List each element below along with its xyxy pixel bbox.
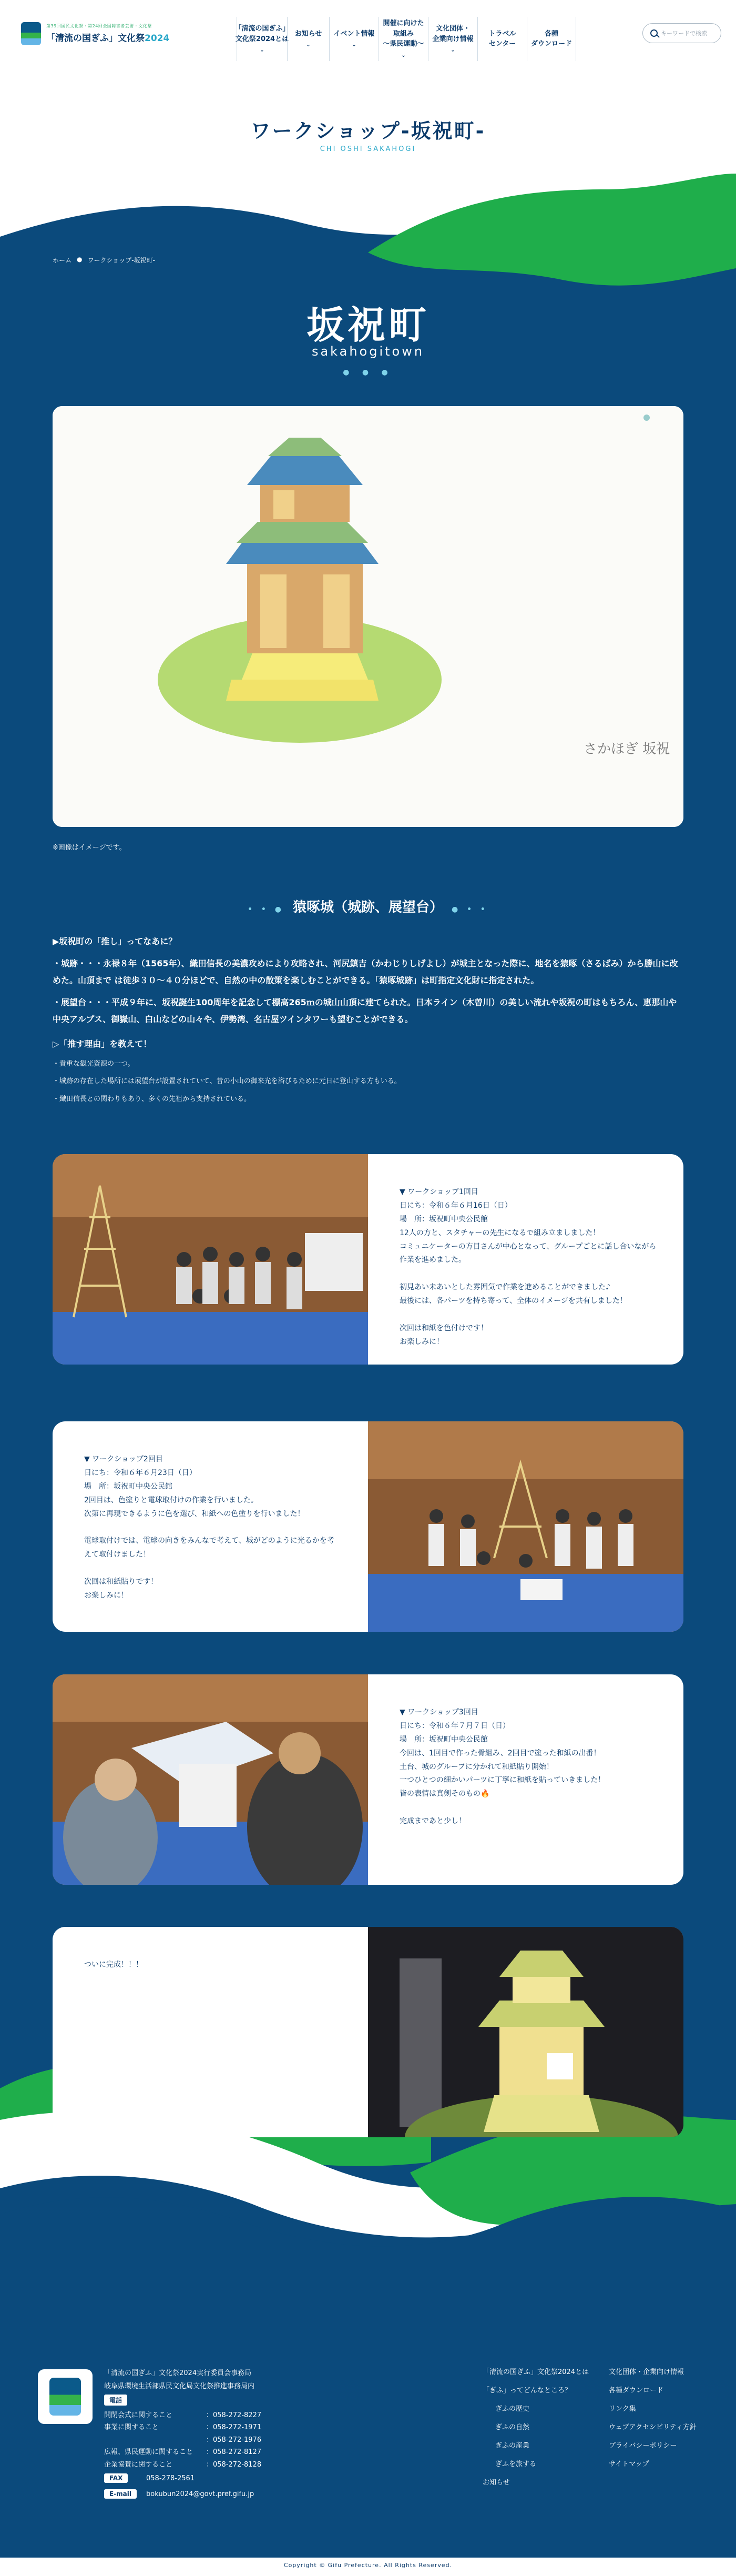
page-title: ワークショップ-坂祝町- bbox=[250, 119, 486, 143]
workshop-2-text: ▼ ワークショップ2回目 日にち：令和６年６月23日（日） 場 所：坂祝町中央公民館 2回目は、色塗りと電球取付けの作業を行いました。 次第に再現できるように色を選び、和紙への色塗りを行いました！ 電球取付けでは、電球の向きをみんなで考えて、城がどのように光るかを考 えて取付けました！ 次回は和紙貼りです！ お楽しみに！ bbox=[84, 1455, 334, 1600]
footer-link[interactable]: お知らせ bbox=[483, 2479, 510, 2487]
oshi-description bbox=[53, 933, 683, 1033]
castle-illustration bbox=[53, 406, 683, 827]
search-icon bbox=[650, 29, 658, 37]
workshop-card-4 bbox=[53, 1927, 683, 2137]
nav-item-downloads[interactable]: 各種 ダウンロード bbox=[527, 17, 576, 61]
footer-tel-categories: 開閉会式に関すること 事業に関すること 広報、県民運動に関すること 企業協賛に関すること bbox=[104, 2411, 193, 2469]
chevron-down-icon: ⌄ bbox=[260, 47, 264, 53]
nav-item-news[interactable]: お知らせ ⌄ bbox=[287, 17, 329, 61]
workshop-card-3 bbox=[53, 1674, 683, 1885]
footer-link[interactable]: 「清流の国ぎふ」文化祭2024とは bbox=[483, 2368, 589, 2376]
section-title: • • ● 猿啄城（城跡、展望台） ● • • bbox=[248, 900, 488, 915]
logo-mark-icon bbox=[49, 2378, 81, 2416]
workshop-1-text: ▼ ワークショップ1回目 日にち：令和６年６月16日（日） 場 所：坂祝町中央公民館 12人の方と、スタチャーの先生になるで組み立ましました！ コミュニケーターの方目さんが中心となって、グループごとに話し合いながら 作業を進めました。 初見あい未あいとした雰囲気で作業を進めることができました♪ 最後には、各パーツを持ち寄って、全体のイメージを共有しました！ 次回は和紙を色付けです！ お楽しみに！ bbox=[400, 1188, 657, 1346]
chevron-down-icon: ⌄ bbox=[352, 42, 356, 48]
oshi-paragraph-observatory: ・展望台・・・平成９年に、坂祝誕生100周年を記念して標高265ｍの城山山頂に建てられた。日本ライン（木曽川）の美しい流れや坂祝の町はもちろん、恵那山や中央アルプス、御嶽山、白山などの山々や、伊勢湾、名古屋ツインタワーも望むことができる。 bbox=[53, 997, 677, 1024]
footer-email-link[interactable]: bokubun2024@govt.pref.gifu.jp bbox=[146, 2490, 254, 2498]
footer-link[interactable]: ぎふを旅する bbox=[495, 2460, 537, 2468]
logo-mark-icon bbox=[21, 22, 41, 45]
completed-castle-photo bbox=[368, 1927, 683, 2137]
reason-item: ・城跡の存在した場所には展望台が設置されていて、昔の小山の御来光を浴びるために元日に登山する方もいる。 bbox=[53, 1077, 401, 1086]
workshop-card-1 bbox=[53, 1154, 683, 1365]
footer-email-label: E-mail bbox=[104, 2489, 137, 2499]
footer-links-col2 bbox=[609, 2362, 697, 2472]
nav-item-events[interactable]: イベント情報 ⌄ bbox=[329, 17, 379, 61]
image-caption: ※画像はイメージです。 bbox=[53, 844, 126, 852]
footer-link[interactable]: リンク集 bbox=[609, 2405, 636, 2413]
footer-tel-label: 電話 bbox=[104, 2395, 127, 2406]
footer-logo[interactable] bbox=[38, 2369, 93, 2424]
reason-item: ・織田信長との関わりもあり、多くの先祖から支持されている。 bbox=[53, 1095, 251, 1104]
chevron-down-icon: ⌄ bbox=[451, 47, 455, 53]
breadcrumb bbox=[53, 256, 155, 265]
chevron-down-icon: ⌄ bbox=[306, 42, 311, 48]
footer-link[interactable]: 各種ダウンロード bbox=[609, 2387, 664, 2395]
oshi-paragraph-castle: ・城跡・・・永禄８年（1565年）、織田信長の美濃攻めにより攻略され、河尻鎮吉（かわじりしげよし）が城主となった際に、地名を猿啄（さるばみ）から勝山に改めた。山頂まで は徒歩３０～４０分ほどで、自然の中の散策を楽しむことができる。「猿啄城跡」は町指定文化財に指定された。 bbox=[53, 958, 678, 985]
page-subtitle: CHI OSHI SAKAHOGI bbox=[320, 145, 416, 153]
illustration-signature: さかほぎ 坂祝 bbox=[584, 741, 670, 757]
footer-link[interactable]: プライバシーポリシー bbox=[609, 2442, 677, 2450]
footer-link[interactable]: ぎふの歴史 bbox=[495, 2405, 530, 2413]
logo-subtitle: 第39回国民文化祭・第24回全国障害者芸術・文化祭 bbox=[46, 24, 152, 28]
workshop-3-photo bbox=[53, 1674, 368, 1885]
global-nav bbox=[234, 17, 576, 61]
footer-fax-number: 058-278-2561 bbox=[146, 2474, 195, 2482]
copyright: Copyright © Gifu Prefecture. All Rights Reserved. bbox=[283, 2562, 453, 2569]
search-input[interactable]: キーワードで検索 bbox=[642, 23, 721, 43]
workshop-3-text: ▼ ワークショップ3回目 日にち：令和６年７月７日（日） 場 所：坂祝町中央公民館 今回は、1回目で作った骨組み、2回目で塗った和紙の出番！ 土台、城のグループに分かれて和紙貼り開始！ 一つひとつの細かいパーツに丁寧に和紙を貼っていきました！ 皆の表情は真剣そのもの🔥 完成まであと少し！ bbox=[400, 1708, 606, 1826]
workshop-2-photo bbox=[368, 1421, 683, 1632]
reason-item: ・貴重な観光資源の一つ。 bbox=[53, 1059, 135, 1068]
footer-link[interactable]: 文化団体・企業向け情報 bbox=[609, 2368, 684, 2376]
town-name: 坂祝町 bbox=[306, 303, 430, 347]
nav-item-initiatives[interactable]: 開催に向けた 取組み ～県民運動～ ⌄ bbox=[379, 17, 428, 61]
logo-title: 「清流の国ぎふ」文化祭2024 bbox=[46, 33, 170, 44]
footer-links-col1 bbox=[483, 2362, 589, 2491]
footer-link[interactable]: サイトマップ bbox=[609, 2460, 649, 2468]
site-logo[interactable] bbox=[21, 21, 170, 48]
oshi-heading: ▶坂祝町の「推し」ってなあに？ bbox=[53, 936, 177, 946]
workshop-card-2 bbox=[53, 1421, 683, 1632]
footer-link[interactable]: 「ぎふ」ってどんなところ？ bbox=[483, 2387, 572, 2395]
footer-link[interactable]: ぎふの産業 bbox=[495, 2442, 530, 2450]
chevron-down-icon: ⌄ bbox=[401, 52, 406, 58]
workshop-4-text: ついに完成！！！ bbox=[84, 1961, 143, 1969]
site-header bbox=[0, 0, 736, 65]
nav-item-organizations[interactable]: 文化団体・ 企業向け情報 ⌄ bbox=[428, 17, 477, 61]
reasons-heading: ▷「推す理由」を教えて！ bbox=[53, 1039, 152, 1049]
footer-tel-numbers: ：058-272-8227 ：058-272-1971 ：058-272-1976 ：058-272-8127 ：058-272-8128 bbox=[206, 2411, 262, 2469]
nav-item-about[interactable]: 「清流の国ぎふ」 文化祭2024とは ⌄ bbox=[237, 17, 287, 61]
decorative-dots: ● ● ● bbox=[343, 368, 393, 377]
oshi-reasons bbox=[53, 1033, 683, 1108]
breadcrumb-home[interactable]: ホーム bbox=[53, 257, 72, 264]
breadcrumb-current: ワークショップ-坂祝町- bbox=[87, 257, 155, 264]
town-name-en: sakahogitown bbox=[311, 344, 425, 359]
nav-item-travel-center[interactable]: トラベル センター bbox=[477, 17, 527, 61]
footer-organization: 「清流の国ぎふ」文化祭2024実行委員会事務局 岐阜県環境生活部県民文化局文化祭推進事務局内 bbox=[104, 2369, 255, 2390]
decorative-dots: ● • • bbox=[452, 905, 488, 914]
workshop-1-photo bbox=[53, 1154, 368, 1365]
breadcrumb-separator: ● bbox=[77, 256, 83, 263]
castle-drawing-image bbox=[53, 406, 683, 827]
decorative-dots: • • ● bbox=[248, 905, 284, 914]
footer-link[interactable]: ぎふの自然 bbox=[495, 2423, 530, 2431]
footer-link[interactable]: ウェブアクセシビリティ方針 bbox=[609, 2423, 697, 2431]
footer-fax-label: FAX bbox=[104, 2473, 128, 2483]
